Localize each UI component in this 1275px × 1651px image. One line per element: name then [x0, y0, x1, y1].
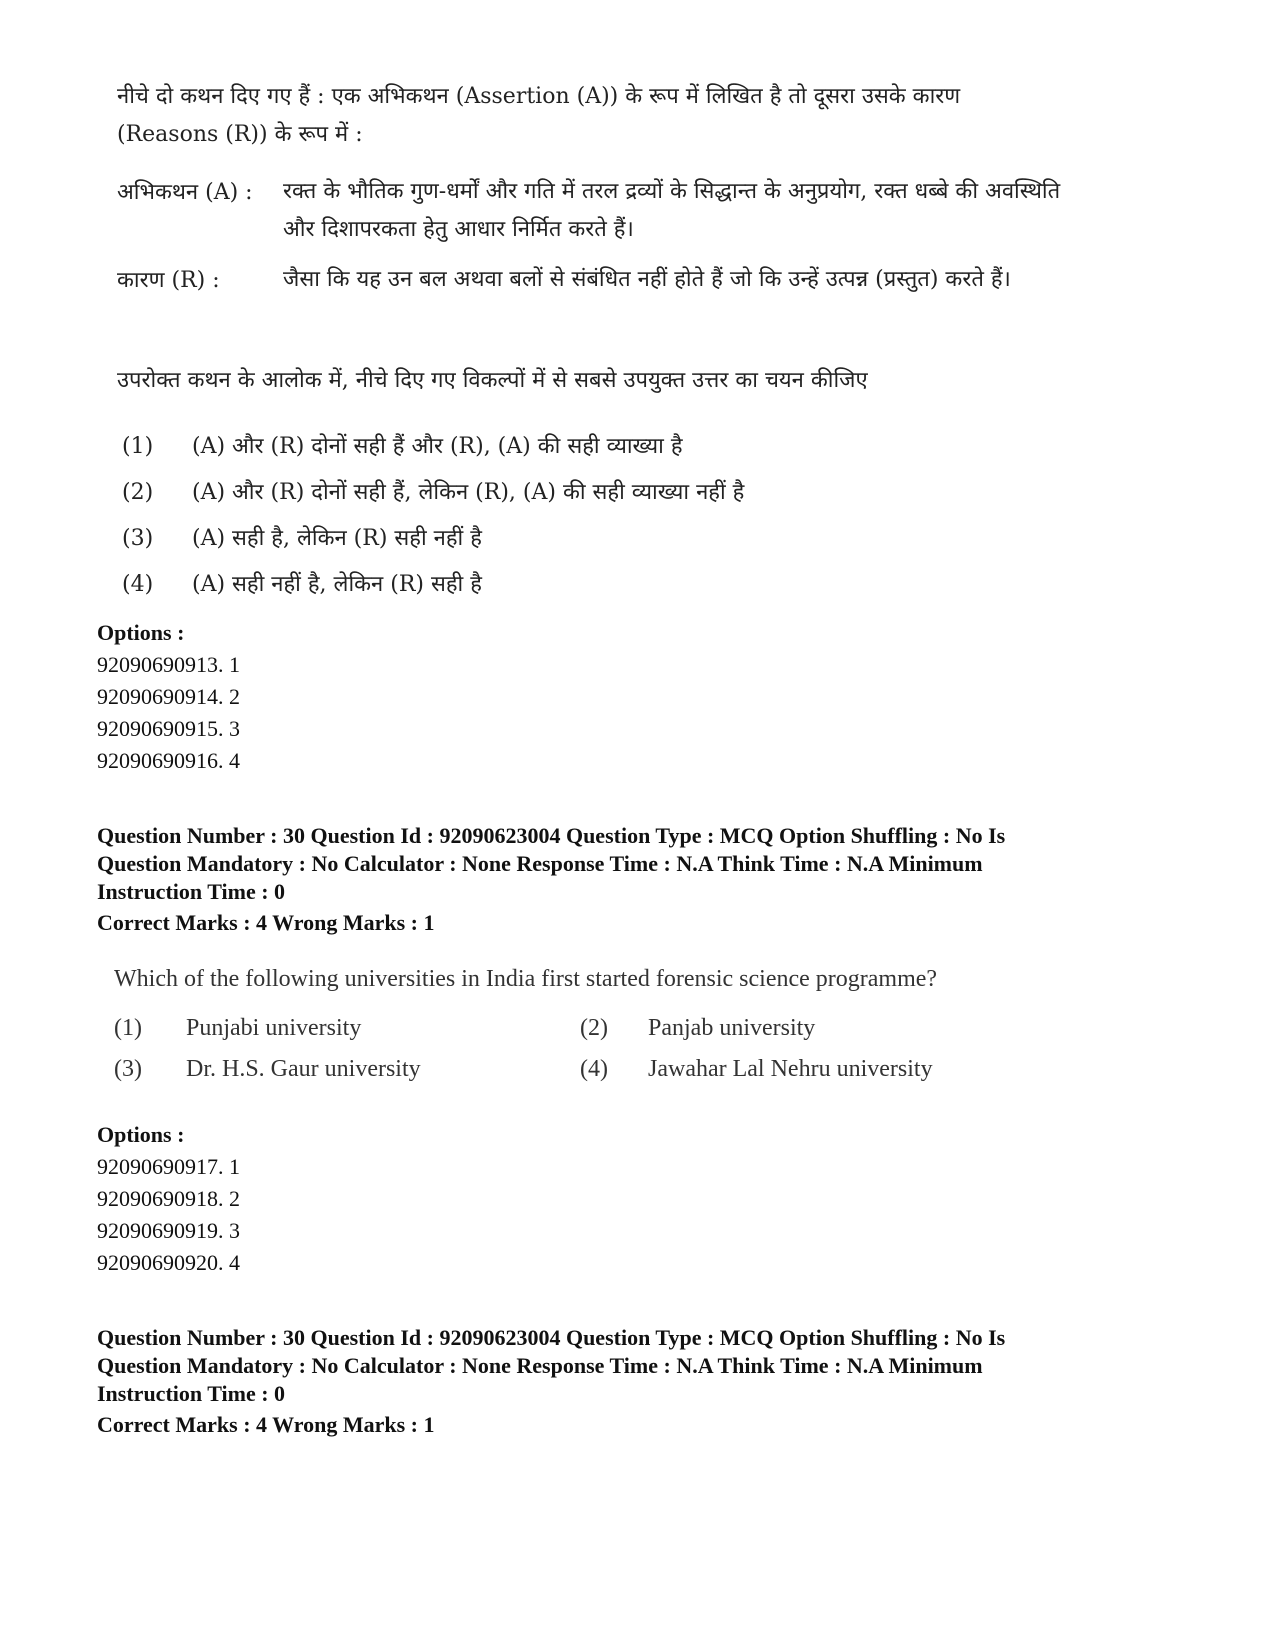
option-id-line: 92090690913. 1	[97, 652, 240, 677]
question-meta-line: Question Number : 30 Question Id : 92090623004 Question Type : MCQ Option Shuffling : No Is	[97, 1325, 1006, 1350]
assertion-label: अभिकथन (A) :	[117, 180, 253, 205]
question-meta-line: Question Mandatory : No Calculator : None Response Time : N.A Think Time : N.A Minimum	[97, 851, 983, 876]
english-choice-text: Jawahar Lal Nehru university	[648, 1056, 933, 1082]
english-choice-number: (2)	[580, 1015, 608, 1041]
hindi-choice-number: (4)	[122, 572, 154, 597]
hindi-question-intro: नीचे दो कथन दिए गए हैं : एक अभिकथन (Assertion (A)) के रूप में लिखित है तो दूसरा उसके कारण (Reasons (R)) के रूप में :	[117, 84, 961, 147]
options-heading: Options :	[97, 620, 185, 645]
hindi-instruction: उपरोक्त कथन के आलोक में, नीचे दिए गए विकल्पों में से सबसे उपयुक्त उत्तर का चयन कीजिए	[117, 368, 868, 393]
option-id-line: 92090690918. 2	[97, 1186, 240, 1211]
hindi-choice-number: (2)	[122, 480, 154, 505]
hindi-choice-text: (A) और (R) दोनों सही हैं और (R), (A) की सही व्याख्या है	[192, 434, 683, 459]
option-id-line: 92090690916. 4	[97, 748, 240, 773]
english-choice-text: Dr. H.S. Gaur university	[186, 1056, 421, 1082]
question-meta	[97, 822, 1207, 906]
hindi-choice-text: (A) सही नहीं है, लेकिन (R) सही है	[192, 572, 482, 597]
english-question-text: Which of the following universities in India first started forensic science programme?	[114, 966, 938, 992]
question-meta-line: Instruction Time : 0	[97, 879, 286, 904]
question-meta-line: Question Mandatory : No Calculator : None Response Time : N.A Think Time : N.A Minimum	[97, 1353, 983, 1378]
hindi-choice-number: (3)	[122, 526, 154, 551]
marks-info: Correct Marks : 4 Wrong Marks : 1	[97, 1412, 435, 1437]
reason-text: जैसा कि यह उन बल अथवा बलों से संबंधित नहीं होते हैं जो कि उन्हें उत्पन्न (प्रस्तुत) करते हैं।	[283, 267, 1011, 292]
option-id-line: 92090690915. 3	[97, 716, 240, 741]
option-id-line: 92090690920. 4	[97, 1250, 240, 1275]
assertion-text: रक्त के भौतिक गुण-धर्मों और गति में तरल द्रव्यों के सिद्धान्त के अनुप्रयोग, रक्त धब्बे की अवस्थिति और दिशापरकता हेतु आधार निर्मित करते हैं।	[283, 179, 1061, 242]
english-choice-text: Punjabi university	[186, 1015, 362, 1041]
english-choice-number: (3)	[114, 1056, 142, 1082]
reason-label: कारण (R) :	[117, 268, 220, 293]
option-id-line: 92090690917. 1	[97, 1154, 240, 1179]
english-choice-text: Panjab university	[648, 1015, 816, 1041]
option-id-line: 92090690914. 2	[97, 684, 240, 709]
hindi-choice-text: (A) सही है, लेकिन (R) सही नहीं है	[192, 526, 482, 551]
english-choice-number: (4)	[580, 1056, 608, 1082]
option-id-line: 92090690919. 3	[97, 1218, 240, 1243]
hindi-choice-number: (1)	[122, 434, 154, 459]
options-heading: Options :	[97, 1122, 185, 1147]
hindi-choice-text: (A) और (R) दोनों सही हैं, लेकिन (R), (A) की सही व्याख्या नहीं है	[192, 480, 745, 505]
marks-info: Correct Marks : 4 Wrong Marks : 1	[97, 910, 435, 935]
question-meta-line: Question Number : 30 Question Id : 92090623004 Question Type : MCQ Option Shuffling : No Is	[97, 823, 1006, 848]
english-choice-number: (1)	[114, 1015, 142, 1041]
question-meta	[97, 1324, 1207, 1408]
question-meta-line: Instruction Time : 0	[97, 1381, 286, 1406]
